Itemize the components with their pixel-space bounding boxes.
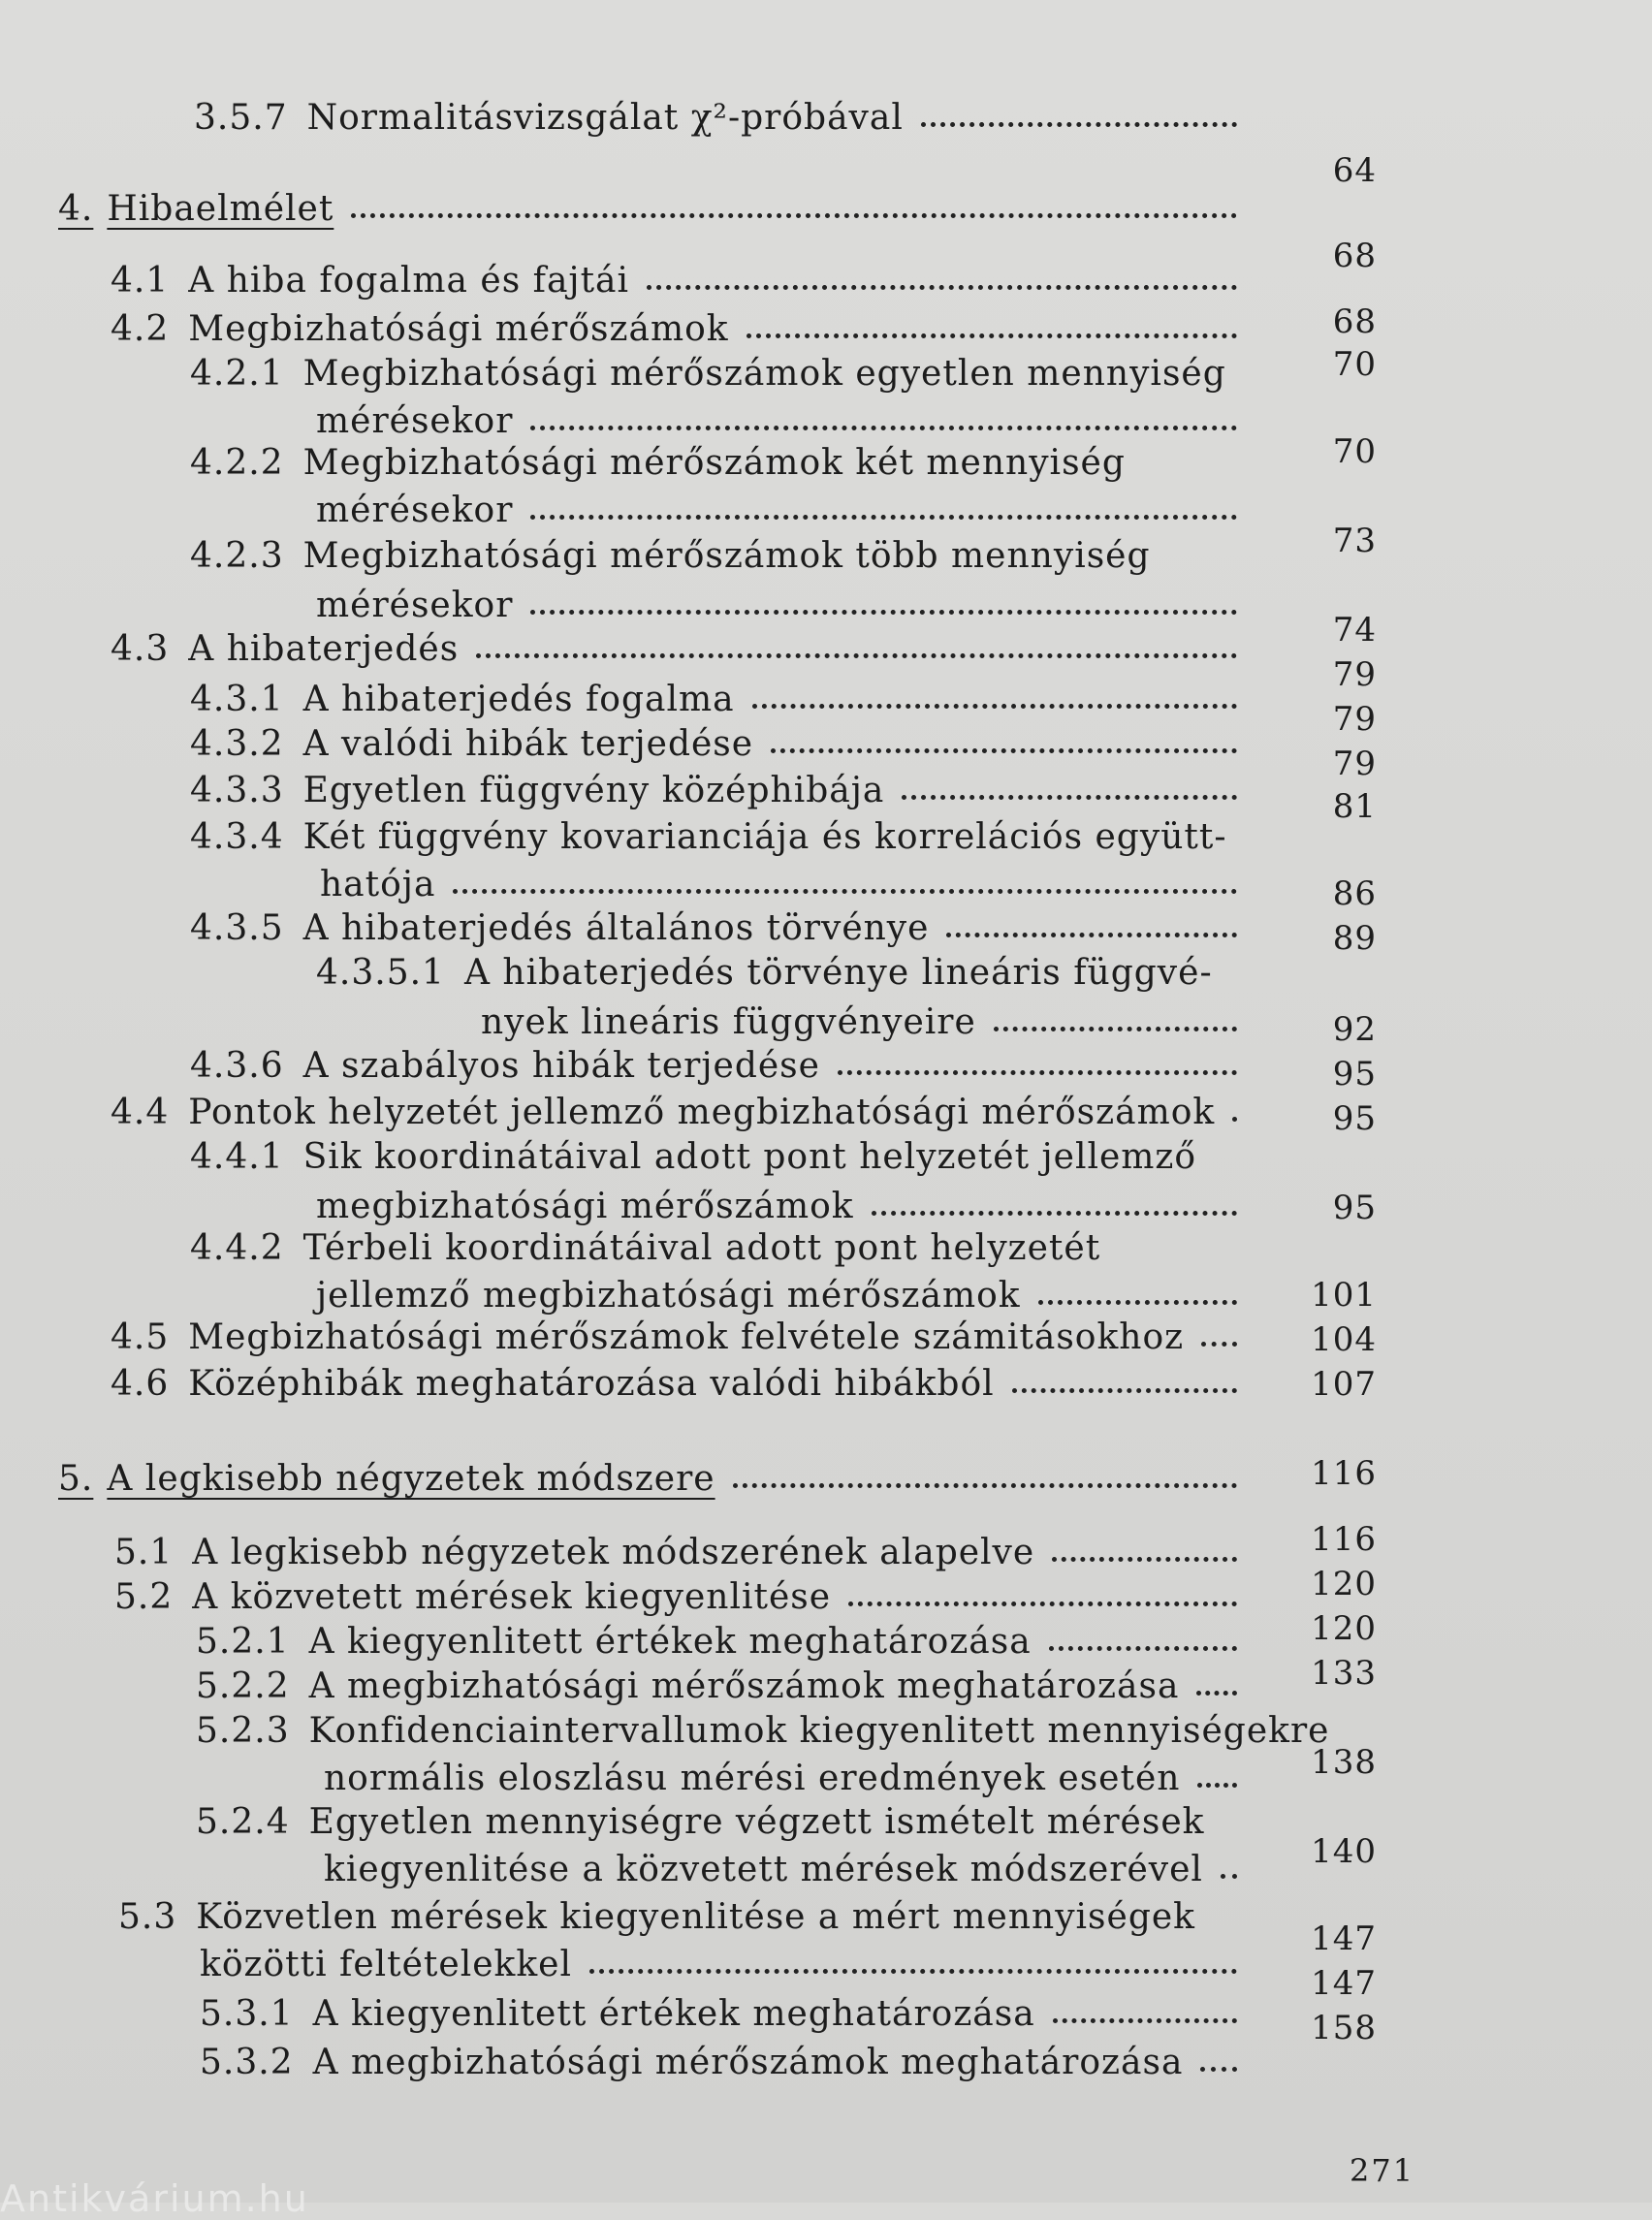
toc-title-continued: nyek lineáris függvényeire (481, 1002, 976, 1042)
toc-number: 4.4 (111, 1093, 170, 1132)
toc-number: 4.3.3 (190, 771, 284, 810)
page-number: 271 (1350, 2152, 1415, 2189)
dot-leader (453, 885, 1237, 894)
toc-number: 4.2.2 (190, 443, 284, 483)
toc-continuation (320, 865, 1251, 904)
dot-leader (1052, 1553, 1237, 1562)
dot-leader (994, 1023, 1237, 1031)
dot-leader (771, 745, 1237, 753)
toc-entry[interactable] (190, 771, 1251, 810)
dot-leader (647, 281, 1237, 290)
toc-title: A hibaterjedés általános törvénye (302, 908, 930, 948)
toc-title-continued: közötti feltételekkel (200, 1945, 572, 1984)
dot-leader (1201, 1338, 1237, 1347)
dot-leader (921, 118, 1237, 127)
toc-page: 104 (1311, 1320, 1377, 1359)
toc-continuation (316, 401, 1251, 441)
toc-continuation (200, 1945, 1251, 1984)
toc-number: 4.2 (111, 309, 170, 349)
toc-entry[interactable] (190, 908, 1251, 948)
toc-number: 5.3 (118, 1897, 177, 1937)
toc-chapter-entry[interactable] (58, 1459, 1251, 1499)
dot-leader (589, 1965, 1237, 1974)
dot-leader (1012, 1384, 1237, 1393)
toc-title: A hiba fogalma és fajtái (188, 261, 630, 301)
dot-leader (872, 1207, 1237, 1216)
toc-entry[interactable] (200, 1994, 1251, 2034)
toc-number: 4.6 (111, 1364, 170, 1404)
toc-number: 5.3.1 (200, 1994, 294, 2034)
toc-title: Sik koordinátáival adott pont helyzetét jellemző (302, 1137, 1197, 1177)
toc-number: 5.1 (114, 1533, 174, 1572)
toc-page: 92 (1332, 1010, 1377, 1049)
toc-entry[interactable] (190, 817, 1227, 857)
dot-leader (733, 1479, 1237, 1488)
toc-page: 116 (1311, 1454, 1377, 1493)
toc-number: 4.3 (111, 629, 170, 669)
dot-leader (1053, 2014, 1237, 2023)
dot-leader (476, 650, 1237, 658)
toc-page: 138 (1311, 1743, 1377, 1782)
dot-leader (1038, 1296, 1237, 1305)
toc-page: 86 (1332, 874, 1377, 913)
toc-entry[interactable] (194, 98, 1251, 138)
toc-number: 5.2 (114, 1577, 174, 1617)
toc-page: 101 (1311, 1276, 1377, 1315)
toc-title: A hibaterjedés (188, 629, 460, 669)
toc-chapter-entry[interactable] (58, 189, 1251, 229)
toc-title: Közvetlen mérések kiegyenlitése a mért mennyiségek (196, 1897, 1195, 1937)
toc-page: 107 (1311, 1365, 1377, 1404)
toc-entry[interactable] (196, 1802, 1205, 1842)
dot-leader (1049, 1642, 1237, 1651)
watermark: Antikvárium.hu (0, 2177, 309, 2220)
toc-entry[interactable] (111, 1095, 1251, 1130)
toc-page: 68 (1332, 302, 1377, 341)
toc-title: Konfidenciaintervallumok kiegyenlitett mennyiségekre (308, 1711, 1330, 1751)
toc-title-continued: mérésekor (316, 401, 514, 441)
toc-title: Két függvény kovarianciája és korrelációs együtt- (302, 817, 1227, 857)
dot-leader (1221, 1870, 1237, 1879)
toc-title: A szabályos hibák terjedése (302, 1046, 820, 1086)
toc-entry[interactable] (111, 1317, 1251, 1357)
toc-title-continued: normális eloszlásu mérési eredmények esetén (324, 1759, 1181, 1798)
toc-title: Középhibák meghatározása valódi hibákból (188, 1364, 995, 1404)
toc-title: Megbizhatósági mérőszámok felvétele számitásokhoz (188, 1317, 1185, 1357)
toc-entry[interactable] (111, 1364, 1251, 1404)
toc-continuation (316, 491, 1251, 530)
toc-page: 74 (1332, 611, 1377, 650)
toc-title: Normalitásvizsgálat χ²-próbával (306, 98, 904, 138)
dot-leader (752, 700, 1237, 709)
toc-continuation (316, 1276, 1251, 1316)
toc-entry[interactable] (196, 1711, 1330, 1751)
toc-title: A megbizhatósági mérőszámok meghatározása (308, 1666, 1180, 1706)
toc-number: 4.3.5 (190, 908, 284, 948)
toc-title: Megbizhatósági mérőszámok egyetlen mennyiség (302, 354, 1226, 394)
toc-title-continued: mérésekor (316, 586, 514, 625)
toc-entry[interactable] (190, 1228, 1101, 1268)
toc-page: 95 (1332, 1189, 1377, 1227)
toc-page: 70 (1332, 432, 1377, 471)
dot-leader (530, 606, 1237, 615)
dot-leader (838, 1066, 1237, 1075)
dot-leader (946, 929, 1237, 937)
toc-entry[interactable] (190, 1046, 1251, 1086)
toc-page: 120 (1311, 1565, 1377, 1603)
toc-number: 4.3.4 (190, 817, 284, 857)
toc-entry[interactable] (190, 536, 1151, 576)
dot-leader (1197, 1779, 1237, 1788)
toc-title: Megbizhatósági mérőszámok két mennyiség (302, 443, 1126, 483)
toc-title: A hibaterjedés fogalma (302, 680, 735, 719)
toc-number: 4.2.3 (190, 536, 284, 576)
toc-page: 158 (1311, 2009, 1377, 2047)
toc-title: Egyetlen mennyiségre végzett ismételt mérések (308, 1802, 1205, 1842)
dot-leader (1232, 1113, 1237, 1122)
toc-continuation (481, 1002, 1251, 1042)
toc-title: A valódi hibák terjedése (302, 724, 754, 764)
toc-number: 5.2.3 (196, 1711, 290, 1751)
toc-number: 5.2.4 (196, 1802, 290, 1842)
toc-title-continued: jellemző megbizhatósági mérőszámok (316, 1276, 1021, 1316)
toc-title: A legkisebb négyzetek módszerének alapelve (192, 1533, 1035, 1572)
dot-leader (1200, 2063, 1237, 2072)
dot-leader (351, 209, 1237, 218)
toc-page: 120 (1311, 1609, 1377, 1648)
toc-page: 70 (1332, 345, 1377, 384)
toc-title: A közvetett mérések kiegyenlitése (192, 1577, 832, 1617)
toc-page: 79 (1332, 745, 1377, 783)
toc-number: 4.1 (111, 261, 170, 301)
toc-title: A megbizhatósági mérőszámok meghatározása (312, 2043, 1184, 2082)
toc-number: 4.3.6 (190, 1046, 284, 1086)
toc-page: 64 (1332, 151, 1377, 190)
toc-number: 5.2.2 (196, 1666, 290, 1706)
toc-number: 4.3.2 (190, 724, 284, 764)
toc-continuation (316, 586, 1251, 625)
toc-number: 4. (58, 189, 94, 229)
toc-title-continued: mérésekor (316, 491, 514, 530)
toc-page: 95 (1332, 1099, 1377, 1138)
toc-entry[interactable] (190, 443, 1126, 483)
toc-entry[interactable] (200, 2043, 1251, 2082)
toc-number: 5.2.1 (196, 1622, 290, 1662)
toc-number: 4.4.1 (190, 1137, 284, 1177)
toc-continuation (316, 1187, 1251, 1226)
dot-leader (902, 791, 1237, 800)
toc-entry[interactable] (190, 682, 1251, 717)
toc-number: 4.2.1 (190, 354, 284, 394)
toc-title: Pontok helyzetét jellemző megbizhatósági mérőszámok (188, 1093, 1216, 1132)
toc-entry[interactable] (196, 1622, 1251, 1662)
toc-title-continued: megbizhatósági mérőszámok (316, 1187, 854, 1226)
dot-leader (530, 422, 1237, 430)
toc-number: 4.4.2 (190, 1228, 284, 1268)
toc-entry[interactable] (114, 1577, 1251, 1617)
toc-title: A hibaterjedés törvénye lineáris függvé- (463, 953, 1213, 993)
toc-page: 81 (1332, 787, 1377, 826)
dot-leader (747, 330, 1237, 338)
dot-leader (530, 511, 1237, 520)
toc-page: 116 (1311, 1520, 1377, 1559)
toc-entry[interactable] (190, 724, 1251, 764)
toc-title: Megbizhatósági mérőszámok (188, 309, 729, 349)
toc-number: 4.3.5.1 (316, 953, 445, 993)
toc-entry[interactable] (111, 309, 1251, 349)
toc-page: 147 (1311, 1919, 1377, 1958)
toc-entry[interactable] (316, 953, 1213, 993)
toc-title: Egyetlen függvény középhibája (302, 771, 885, 810)
toc-page: 73 (1332, 522, 1377, 560)
toc-page: 140 (1311, 1832, 1377, 1871)
toc-number: 4.3.1 (190, 680, 284, 719)
toc-title: A kiegyenlitett értékek meghatározása (312, 1994, 1035, 2034)
toc-page: 79 (1332, 655, 1377, 694)
toc-number: 5. (58, 1459, 94, 1499)
toc-entry[interactable] (111, 629, 1251, 669)
toc-title: A legkisebb négyzetek módszere (107, 1459, 715, 1499)
toc-page: 89 (1332, 919, 1377, 958)
dot-leader (848, 1598, 1237, 1606)
toc-entry[interactable] (114, 1533, 1251, 1572)
toc-page: 147 (1311, 1964, 1377, 2003)
toc-entry[interactable] (111, 261, 1251, 301)
toc-page: 95 (1332, 1055, 1377, 1094)
toc-title: Hibaelmélet (107, 189, 334, 229)
toc-entry[interactable] (190, 354, 1226, 394)
toc-title: Megbizhatósági mérőszámok több mennyiség (302, 536, 1151, 576)
toc-page: 68 (1332, 237, 1377, 275)
toc-entry[interactable] (118, 1897, 1195, 1937)
toc-title: A kiegyenlitett értékek meghatározása (308, 1622, 1032, 1662)
dot-leader (1196, 1687, 1237, 1696)
toc-entry[interactable] (196, 1666, 1251, 1706)
toc-continuation (324, 1850, 1251, 1889)
toc-title-continued: kiegyenlitése a közvetett mérések módszerével (324, 1850, 1203, 1889)
toc-number: 5.3.2 (200, 2043, 294, 2082)
toc-number: 4.5 (111, 1317, 170, 1357)
toc-continuation (324, 1759, 1251, 1798)
toc-number: 3.5.7 (194, 98, 288, 138)
toc-page: 79 (1332, 700, 1377, 739)
toc-title-continued: hatója (320, 865, 436, 904)
toc-entry[interactable] (190, 1137, 1197, 1177)
toc-title: Térbeli koordinátáival adott pont helyzetét (302, 1228, 1101, 1268)
toc-page: 133 (1311, 1654, 1377, 1693)
